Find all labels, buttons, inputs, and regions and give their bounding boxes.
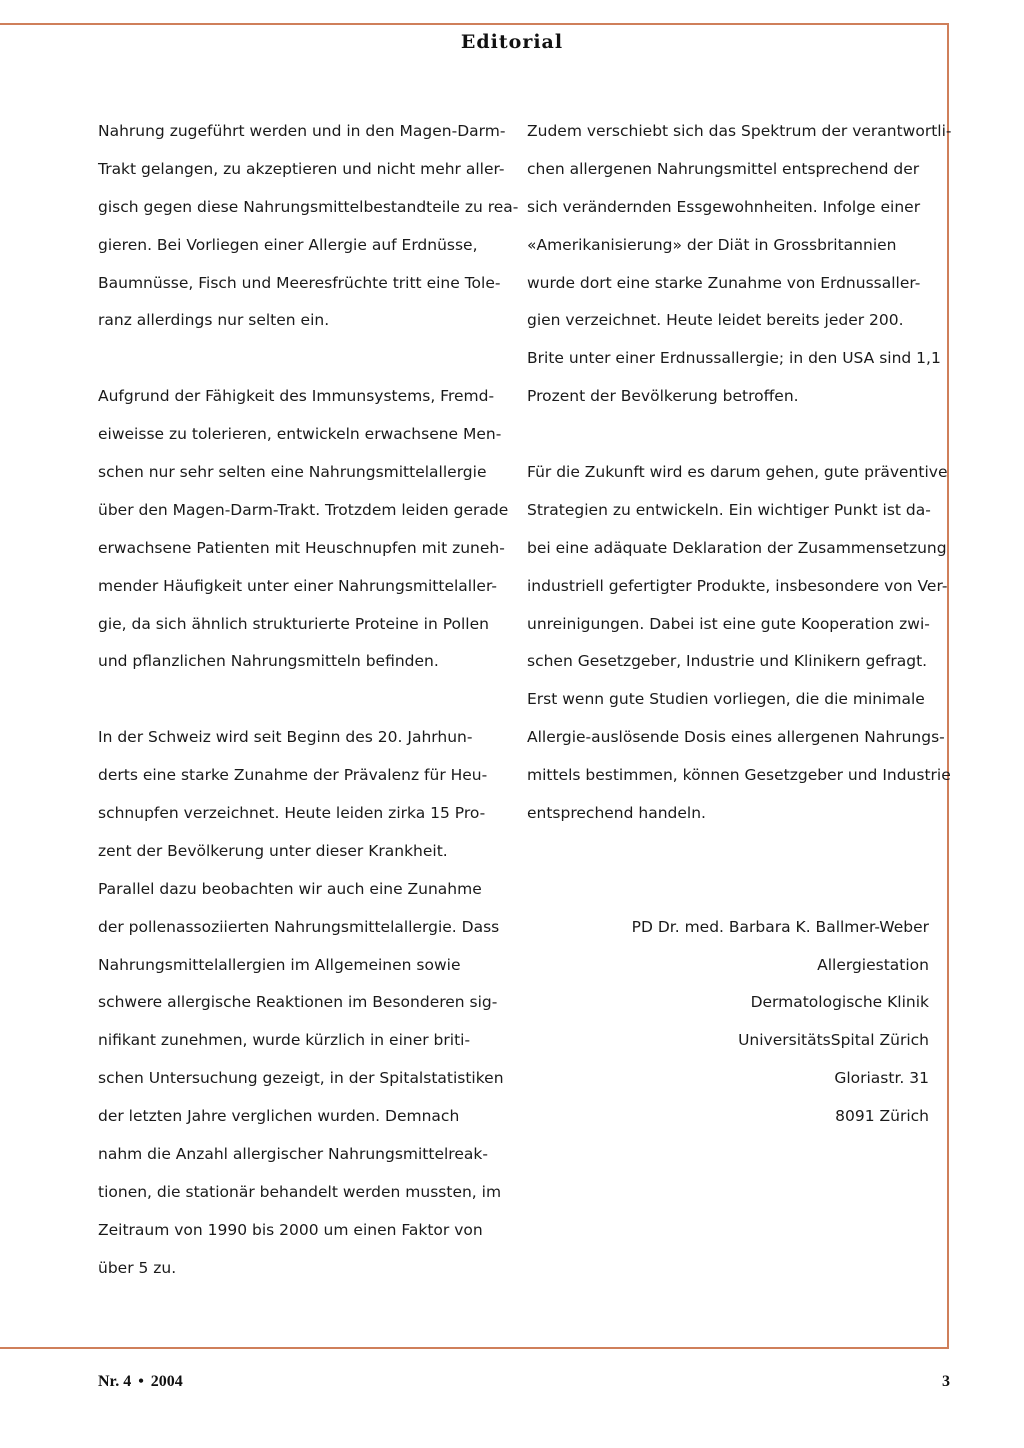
author-street: Gloriastr. 31 — [834, 1069, 929, 1088]
text-line: derts eine starke Zunahme der Prävalenz für Heu- — [98, 766, 488, 785]
text-line: Brite unter einer Erdnussallergie; in den USA sind 1,1 — [527, 349, 941, 368]
paragraph — [527, 454, 951, 833]
text-line: In der Schweiz wird seit Beginn des 20. Jahrhun- — [98, 728, 473, 747]
section-title: Editorial — [460, 31, 564, 53]
text-line: mittels bestimmen, können Gesetzgeber und Industrie — [527, 766, 951, 785]
text-line: der letzten Jahre verglichen wurden. Demnach — [98, 1107, 460, 1126]
text-line: Trakt gelangen, zu akzeptieren und nicht mehr aller- — [98, 159, 505, 178]
text-line: gieren. Bei Vorliegen einer Allergie auf Erdnüsse, — [98, 235, 478, 254]
text-line: Strategien zu entwickeln. Ein wichtiger Punkt ist da- — [527, 500, 931, 519]
text-line: Aufgrund der Fähigkeit des Immunsystems, Fremd- — [98, 387, 495, 406]
text-line: erwachsene Patienten mit Heuschnupfen mit zuneh- — [98, 538, 505, 557]
text-line: mender Häufigkeit unter einer Nahrungsmittelaller- — [98, 576, 497, 595]
author-institution: UniversitätsSpital Zürich — [738, 1031, 929, 1050]
text-line: über den Magen-Darm-Trakt. Trotzdem leiden gerade — [98, 500, 509, 519]
text-line: unreinigungen. Dabei ist eine gute Kooperation zwi- — [527, 614, 930, 633]
left-column — [98, 113, 519, 1288]
text-line: Allergie-auslösende Dosis eines allergenen Nahrungs- — [527, 728, 945, 747]
bullet-separator: • — [138, 1373, 144, 1390]
text-line: nahm die Anzahl allergischer Nahrungsmittelreak- — [98, 1145, 488, 1164]
text-line: gie, da sich ähnlich strukturierte Proteine in Pollen — [98, 614, 489, 633]
paragraph — [98, 113, 519, 340]
text-line: über 5 zu. — [98, 1258, 177, 1277]
text-line: chen allergenen Nahrungsmittel entsprechend der — [527, 159, 920, 178]
text-line: bei eine adäquate Deklaration der Zusammensetzung — [527, 538, 947, 557]
text-line: eiweisse zu tolerieren, entwickeln erwachsene Men- — [98, 425, 502, 444]
issue-number: Nr. 4 — [98, 1373, 132, 1390]
text-line: gien verzeichnet. Heute leidet bereits jeder 200. — [527, 311, 904, 330]
text-line: gisch gegen diese Nahrungsmittelbestandteile zu rea- — [98, 197, 519, 216]
author-city: 8091 Zürich — [835, 1107, 929, 1126]
text-line: schen Gesetzgeber, Industrie und Klinikern gefragt. — [527, 652, 928, 671]
text-line: industriell gefertigter Produkte, insbesondere von Ver- — [527, 576, 948, 595]
author-unit: Allergiestation — [817, 955, 929, 974]
text-line: schen nur sehr selten eine Nahrungsmittelallergie — [98, 463, 487, 482]
text-line: entsprechend handeln. — [527, 804, 706, 823]
text-line: und pflanzlichen Nahrungsmitteln befinden. — [98, 652, 439, 671]
right-column — [527, 113, 952, 1136]
page-number: 3 — [942, 1373, 950, 1390]
text-line: tionen, die stationär behandelt werden mussten, im — [98, 1182, 502, 1201]
text-line: Nahrungsmittelallergien im Allgemeinen sowie — [98, 955, 461, 974]
author-department: Dermatologische Klinik — [750, 993, 929, 1012]
text-line: schnupfen verzeichnet. Heute leiden zirka 15 Pro- — [98, 804, 486, 823]
issue-info — [98, 1373, 183, 1391]
text-line: schwere allergische Reaktionen im Besonderen sig- — [98, 993, 498, 1012]
text-line: «Amerikanisierung» der Diät in Grossbritannien — [527, 235, 897, 254]
text-line: Prozent der Bevölkerung betroffen. — [527, 387, 799, 406]
author-signature — [527, 909, 929, 1136]
text-line: Zeitraum von 1990 bis 2000 um einen Faktor von — [98, 1220, 483, 1239]
text-line: der pollenassoziierten Nahrungsmittelallergie. Dass — [98, 917, 500, 936]
issue-year: 2004 — [150, 1373, 183, 1390]
text-line: wurde dort eine starke Zunahme von Erdnussaller- — [527, 273, 921, 292]
paragraph — [527, 113, 952, 416]
author-name: PD Dr. med. Barbara K. Ballmer-Weber — [631, 917, 929, 936]
text-line: Parallel dazu beobachten wir auch eine Zunahme — [98, 879, 482, 898]
paragraph — [98, 719, 504, 1287]
text-line: schen Untersuchung gezeigt, in der Spitalstatistiken — [98, 1069, 504, 1088]
text-line: ranz allerdings nur selten ein. — [98, 311, 330, 330]
text-line: nifikant zunehmen, wurde kürzlich in einer briti- — [98, 1031, 471, 1050]
text-line: zent der Bevölkerung unter dieser Krankheit. — [98, 841, 448, 860]
paragraph — [98, 378, 509, 681]
text-line: Baumnüsse, Fisch und Meeresfrüchte tritt eine Tole- — [98, 273, 501, 292]
text-line: Zudem verschiebt sich das Spektrum der verantwortli- — [527, 122, 952, 140]
text-line: Für die Zukunft wird es darum gehen, gute präventive — [527, 463, 948, 482]
text-line: Erst wenn gute Studien vorliegen, die die minimale — [527, 690, 925, 709]
text-line: Nahrung zugeführt werden und in den Magen-Darm- — [98, 122, 506, 140]
text-line: sich verändernden Essgewohnheiten. Infolge einer — [527, 197, 921, 216]
